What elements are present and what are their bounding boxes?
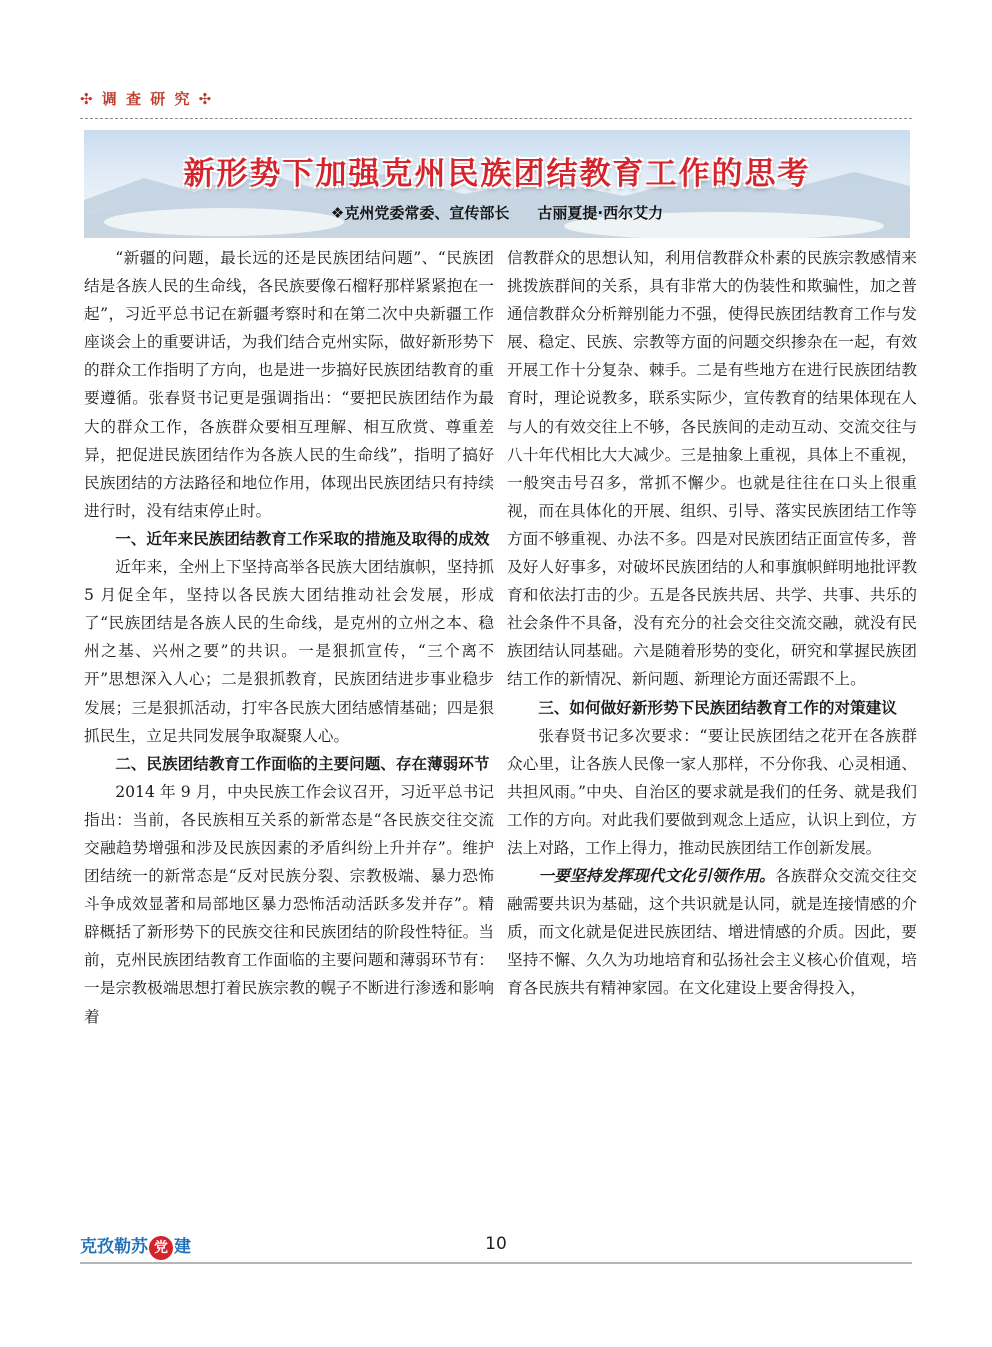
header-divider bbox=[80, 118, 912, 120]
section-heading: 三、如何做好新形势下民族团结教育工作的对策建议 bbox=[538, 698, 897, 717]
right-column bbox=[507, 244, 917, 1003]
section-tag: ✣ 调 查 研 究 ✣ bbox=[80, 90, 214, 108]
paragraph: 张春贤书记多次要求：“要让民族团结之花开在各族群众心里，让各族人民像一家人那样，不分你我、心灵相通、共担风雨。”中央、自治区的要求就是我们的任务、就是我们工作的方向。对此我们要做到观念上适应，认识上到位，方法上对路，工作上得力，推动民族团结工作创新发展。 bbox=[507, 726, 917, 857]
paragraph bbox=[507, 862, 917, 1002]
section-heading: 一、近年来民族团结教育工作采取的措施及取得的成效 bbox=[115, 529, 490, 548]
lead-phrase: 一要坚持发挥现代文化引领作用。 bbox=[538, 866, 776, 886]
brand-text-end: 建 bbox=[174, 1237, 191, 1257]
footer-divider bbox=[80, 1262, 912, 1264]
paragraph: “新疆的问题，最长远的还是民族团结问题”、“民族团结是各族人民的生命线，各民族要像石榴籽那样紧紧抱在一起”，习近平总书记在新疆考察时和在第二次中央新疆工作座谈会上的重要讲话，为我们结合克州实际，做好新形势下的群众工作指明了方向，也是进一步搞好民族团结教育的重要遵循。张春贤书记更是强调指出：“要把民族团结作为最大的群众工作，各族群众要相互理解、相互欣赏、尊重差异，把促进民族团结作为各族人民的生命线”，指明了搞好民族团结的方法路径和地位作用，体现出民族团结只有持续进行时，没有结束停止时。 bbox=[84, 249, 494, 520]
left-column bbox=[84, 244, 494, 1031]
paragraph: 近年来，全州上下坚持高举各民族大团结旗帜，坚持抓 5 月促全年，坚持以各民族大团结推动社会发展，形成了“民族团结是各族人民的生命线，是克州的立州之本、稳州之基、兴州之要”的共识。一是狠抓宣传，“三个离不开”思想深入人心；二是狠抓教育，民族团结进步事业稳步发展；三是狠抓活动，打牢各民族大团结感情基础；四是狠抓民生，立足共同发展争取凝聚人心。 bbox=[84, 558, 494, 745]
author-name: 古丽夏提·西尔艾力 bbox=[537, 204, 664, 222]
brand-text: 克孜勒苏 bbox=[80, 1237, 148, 1257]
article-title: 新形势下加强克州民族团结教育工作的思考 bbox=[183, 156, 811, 192]
brand-badge: 党 bbox=[149, 1236, 173, 1260]
section-heading: 二、民族团结教育工作面临的主要问题、存在薄弱环节 bbox=[115, 754, 490, 773]
author-role: ❖克州党委常委、宣传部长 bbox=[330, 204, 510, 222]
paragraph: 信教群众的思想认知，利用信教群众朴素的民族宗教感情来挑拨族群间的关系，具有非常大的伪装性和欺骗性，加之普通信教群众分析辩别能力不强，使得民族团结教育工作与发展、稳定、民族、宗教等方面的问题交织掺杂在一起，有效开展工作十分复杂、棘手。二是有些地方在进行民族团结教育时，理论说教多，联系实际少，宣传教育的结果体现在人与人的有效交往上不够，各民族间的走动互动、交流交往与八十年代相比大大减少。三是抽象上重视，具体上不重视，一般突击号召多，常抓不懈少。也就是往往在口头上很重视，而在具体化的开展、组织、引导、落实民族团结工作等方面不够重视、办法不多。四是对民族团结正面宣传多，普及好人好事多，对破坏民族团结的人和事旗帜鲜明地批评教育和依法打击的少。五是各民族共居、共学、共事、共乐的社会条件不具备，没有充分的社会交往交流交融，就没有民族团结认同基础。六是随着形势的变化，研究和掌握民族团结工作的新情况、新问题、新理论方面还需跟不上。 bbox=[507, 249, 917, 689]
page-number: 10 bbox=[485, 1234, 507, 1254]
paragraph: 2014 年 9 月，中央民族工作会议召开，习近平总书记指出：当前，各民族相互关系的新常态是“各民族交往交流交融趋势增强和涉及民族因素的矛盾纠纷上升并存”。维护团结统一的新常态是“反对民族分裂、宗教极端、暴力恐怖斗争成效显著和局部地区暴力恐怖活动活跃多发并存”。精辟概括了新形势下的民族交往和民族团结的阶段性特征。当前，克州民族团结教育工作面临的主要问题和薄弱环节有：一是宗教极端思想打着民族宗教的幌子不断进行渗透和影响着 bbox=[84, 782, 494, 1026]
title-banner bbox=[84, 130, 910, 238]
paragraph-text: 各族群众交流交往交融需要共识为基础，这个共识就是认同，就是连接情感的介质，而文化就是促进民族团结、增进情感的介质。因此，要坚持不懈、久久为功地培育和弘扬社会主义核心价值观，培育各民族共有精神家园。在文化建设上要舍得投入， bbox=[507, 867, 917, 998]
author-byline bbox=[84, 202, 910, 223]
